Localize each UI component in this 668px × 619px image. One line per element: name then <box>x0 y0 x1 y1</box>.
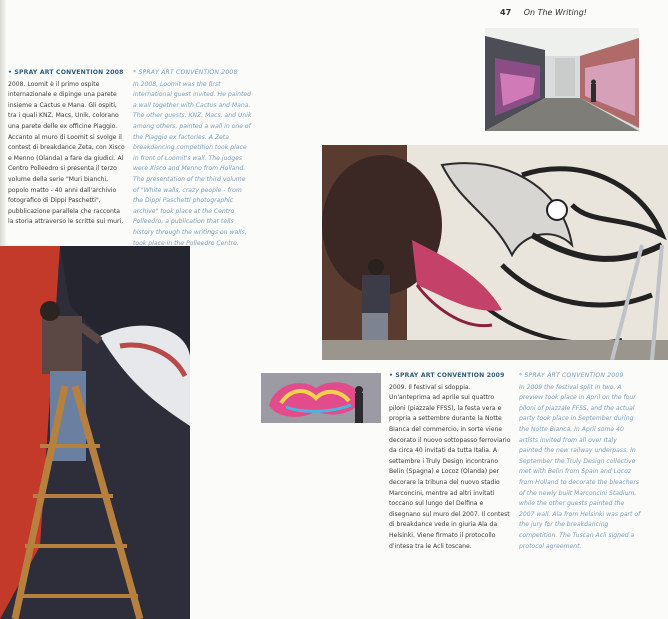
text-2008-english <box>133 68 253 249</box>
body-2009-english: In 2009 the festival split in two. A preview took place in April on the four piloni of piazzale FFSS, and the actual party took place in September during the Notte Bianca. In April some 40 artists invited from all over Italy painted the new railway underpass. In September the Truly Design collective met with Belin from Spain and Locoz from Holland to decorate the bleachers of the newly built Marconcini Stadium, while the other guests painted the 2007 wall. Ala from Helsinki was part of the jury for the breakdancing competition. The Tuscan Acli signed a protocol agreement. <box>519 383 641 550</box>
body-2008-english: In 2008, Loomit was the first international guest invited. He painted a wall together with Cactus and Mana. The other guests, KNZ, Macs, and Unik among others, painted a wall in one of the Piaggio ex factories. A Zeta breakdancing competition took place in front of Loomit's wall. The judges were Xisco and Menno from Holland. The presentation of the third volume of "White walls, crazy people - from the Dippi Paschetti photographic archive" took place at the Centro Polleedro, a publication that tells history through the writings on walls, took place in the Polleedro Centre. <box>133 80 252 247</box>
page-number: 47 <box>500 8 512 17</box>
photo-street-graffiti <box>485 28 639 131</box>
text-2009-italian <box>389 371 511 552</box>
text-2009-english <box>519 371 641 552</box>
heading-2008-italian: • SPRAY ART CONVENTION 2008 <box>8 69 124 76</box>
body-2008-italian: 2008. Loomit è il primo ospite internazionale e dipinge una parete insieme a Cactus e Mana. Gli ospiti, tra i quali KNZ, Macs, Unik, colorano una parete delle ex officine Piaggio. Accanto al muro di Loomit si svolge il contest di breakdance Zeta, con Xisco e Menno (Olanda) a fare da giudici. Al Centro Polleedro si presenta il terzo volume della serie "Muri bianchi, popolo matto - 40 anni dall'archivio fotografico di Dippi Paschetti", pubblicazione parallela che racconta la storia attraverso le scritte sui muri. <box>8 80 125 226</box>
photo-colorful-graffiti-piece <box>261 373 381 423</box>
page-header <box>500 8 587 17</box>
heading-2008-english: * SPRAY ART CONVENTION 2008 <box>133 69 238 76</box>
body-2009-italian: 2009. Il festival si sdoppia. Un'anteprima ad aprile sui quattro piloni (piazzale FFSS), la festa vera e propria a settembre durante la Notte Bianca del commercio, in sorte viene decorato il nuovo sottopasso ferroviario da circa 40 invitati da tutta Italia. A settembre i Truly Design incontrano Belin (Spagna) e Locoz (Olanda) per decorare la tribuna del nuovo stadio Marconcini, mentre ad altri invitati toccano sul lungo del Delfina e disegnano sul muro del 2007. Il contest di breakdance vede in giuria Ala da Helsinki. Viene firmato il protocollo d'intesa tra le Acli toscane. <box>389 383 511 550</box>
heading-2009-english: * SPRAY ART CONVENTION 2009 <box>519 372 624 379</box>
photo-octopus-fish-mural <box>322 145 668 360</box>
heading-2009-italian: • SPRAY ART CONVENTION 2009 <box>389 372 505 379</box>
page-title: On The Writing! <box>523 8 588 17</box>
text-2008-italian <box>8 68 126 228</box>
photo-artist-on-ladder <box>0 246 190 619</box>
